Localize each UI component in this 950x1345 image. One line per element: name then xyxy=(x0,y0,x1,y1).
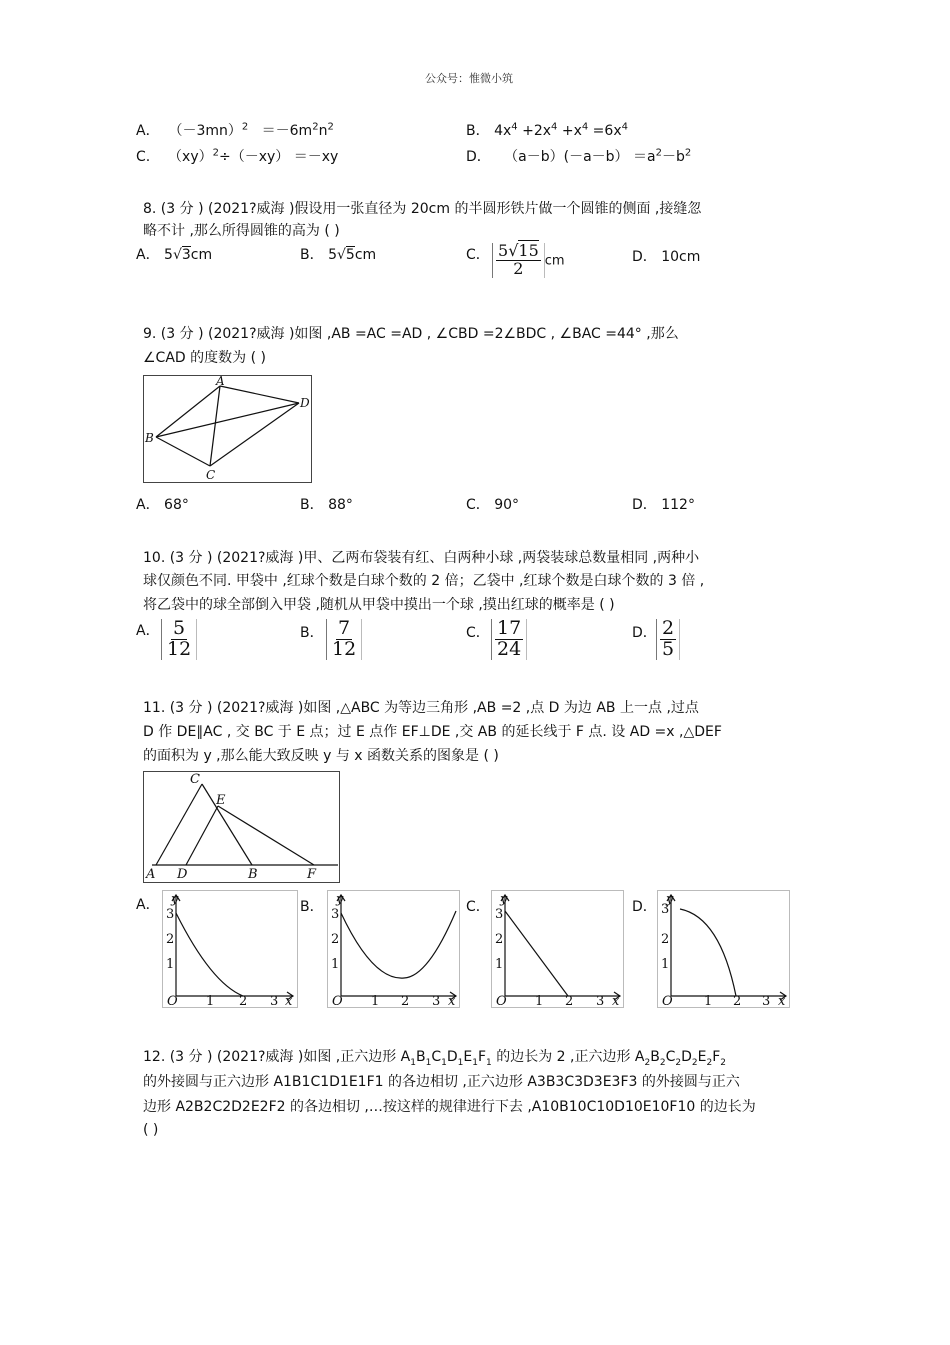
svg-text:3: 3 xyxy=(596,994,605,1007)
svg-text:3: 3 xyxy=(270,994,279,1007)
svg-text:O: O xyxy=(496,994,507,1007)
q12-stem-line2: 的外接圆与正六边形 A1B1C1D1E1F1 的各边相切 ,正六边形 A3B3C3D3E3F3 的外接圆与正六 xyxy=(143,1074,740,1090)
q10-option-b-label: B． xyxy=(300,625,324,641)
q11-graph-b xyxy=(327,890,460,1008)
q10-option-c-label: C． xyxy=(466,625,490,641)
svg-text:2: 2 xyxy=(733,994,742,1007)
q10-option-b-fraction: $\frac{7}{12}$ xyxy=(326,619,362,660)
q10-option-d-fraction: $\frac{2}{5}$ xyxy=(656,619,680,660)
q11-option-a-label: A． xyxy=(136,897,160,913)
q11-graph-d xyxy=(657,890,790,1008)
svg-text:1: 1 xyxy=(371,994,380,1007)
label-A: A xyxy=(216,376,225,388)
svg-text:3: 3 xyxy=(166,907,175,922)
q11-option-d-label: D． xyxy=(632,899,657,915)
q10-stem-line2: 球仅颜色不同. 甲袋中 ,红球个数是白球个数的 2 倍；乙袋中 ,红球个数是白球个数的 3 倍 , xyxy=(143,573,705,589)
svg-text:x: x xyxy=(448,994,456,1007)
svg-text:O: O xyxy=(662,994,673,1007)
svg-text:O: O xyxy=(167,994,178,1007)
svg-text:1: 1 xyxy=(661,957,670,972)
svg-text:3: 3 xyxy=(495,907,504,922)
svg-text:2: 2 xyxy=(661,932,670,947)
page-header: 公众号：惟微小筑 xyxy=(425,72,513,85)
q12-stem-line1: 12. (3 分 ) (2021?威海 )如图 ,正六边形 $A_1B_1C_1D_1E_1F_1$ 的边长为 2 ,正六边形 $A_2B_2C_2D_2E_2F_2$ xyxy=(143,1049,727,1068)
q8-option-c-fraction: $\frac{5√15}{2}$ cm xyxy=(492,243,565,278)
label-C: C xyxy=(206,468,216,482)
svg-text:1: 1 xyxy=(331,957,340,972)
svg-text:x: x xyxy=(612,994,620,1007)
q10-stem-line3: 将乙袋中的球全部倒入甲袋 ,随机从甲袋中摸出一个球 ,摸出红球的概率是 ( ) xyxy=(143,597,615,613)
q11-graph-c xyxy=(491,890,624,1008)
svg-text:1: 1 xyxy=(495,957,504,972)
q10-option-c-fraction: $\frac{17}{24}$ xyxy=(491,619,527,660)
q12-stem-line3: 边形 A2B2C2D2E2F2 的各边相切 ,…按这样的规律进行下去 ,A10B10C10D10E10F10 的边长为 xyxy=(143,1099,756,1115)
label-B: B xyxy=(145,431,154,445)
q8-stem-line2: 略不计 ,那么所得圆锥的高为 ( ) xyxy=(143,223,340,239)
svg-text:3: 3 xyxy=(331,907,340,922)
svg-text:2: 2 xyxy=(166,932,175,947)
label-D: D xyxy=(177,867,188,882)
q8-option-b: B． 5√5cm xyxy=(300,247,377,263)
q9-figure xyxy=(143,375,312,483)
sqrt-icon: √ xyxy=(172,247,182,263)
svg-text:2: 2 xyxy=(331,932,340,947)
q7-option-d: D． $(a-b)(-a-b) =a^2-b^2$ xyxy=(466,147,692,165)
q11-stem-line3: 的面积为 y ,那么能大致反映 y 与 x 函数关系的图象是 ( ) xyxy=(143,748,499,764)
svg-text:1: 1 xyxy=(704,994,713,1007)
q9-option-a: A． 68° xyxy=(136,497,189,513)
svg-text:3: 3 xyxy=(432,994,441,1007)
q8-option-a: A． 5√3cm xyxy=(136,247,213,263)
label-B: B xyxy=(248,867,258,882)
svg-text:2: 2 xyxy=(565,994,574,1007)
q10-option-d-label: D． xyxy=(632,625,657,641)
svg-text:O: O xyxy=(332,994,343,1007)
q9-option-d: D． 112° xyxy=(632,497,695,513)
q8-stem-line1: 8. (3 分 ) (2021?威海 )假设用一张直径为 20cm 的半圆形铁片做一个圆锥的侧面 ,接缝忽 xyxy=(143,201,702,217)
q10-option-a-label: A． xyxy=(136,623,160,639)
svg-text:y: y xyxy=(666,892,674,907)
svg-text:2: 2 xyxy=(401,994,410,1007)
q10-stem-line1: 10. (3 分 ) (2021?威海 )甲、乙两布袋装有红、白两种小球 ,两袋装球总数量相同 ,两种小 xyxy=(143,550,700,566)
q9-stem-line2: ∠CAD 的度数为 ( ) xyxy=(143,350,266,366)
q8-option-c: C． xyxy=(466,247,490,263)
q9-option-b: B． 88° xyxy=(300,497,353,513)
q11-graph-a xyxy=(162,890,298,1008)
svg-text:1: 1 xyxy=(535,994,544,1007)
label-F: F xyxy=(307,867,317,882)
label-E: E xyxy=(216,793,226,808)
svg-text:1: 1 xyxy=(206,994,215,1007)
q8-option-d: D． 10cm xyxy=(632,249,701,265)
svg-text:x: x xyxy=(285,994,293,1007)
svg-text:3: 3 xyxy=(661,902,670,917)
svg-text:2: 2 xyxy=(495,932,504,947)
q11-stem-line1: 11. (3 分 ) (2021?威海 )如图 ,△ABC 为等边三角形 ,AB =2 ,点 D 为边 AB 上一点 ,过点 xyxy=(143,700,699,716)
label-D: D xyxy=(300,396,310,410)
label-A: A xyxy=(146,867,156,882)
q11-option-b-label: B． xyxy=(300,899,324,915)
label-C: C xyxy=(190,772,200,787)
svg-text:2: 2 xyxy=(239,994,248,1007)
sqrt-icon: √ xyxy=(336,247,346,263)
svg-text:3: 3 xyxy=(762,994,771,1007)
svg-text:x: x xyxy=(778,994,786,1007)
q11-stem-line2: D 作 DE∥AC , 交 BC 于 E 点；过 E 点作 EF⊥DE ,交 AB 的延长线于 F 点. 设 AD =x ,△DEF xyxy=(143,724,722,740)
q11-option-c-label: C． xyxy=(466,899,490,915)
q7-option-a: A． $(-3mn)^2$ $=-6m^2n^2$ xyxy=(136,121,334,139)
svg-text:1: 1 xyxy=(166,957,175,972)
q9-option-c: C． 90° xyxy=(466,497,520,513)
svg-text:y: y xyxy=(500,892,508,907)
q12-stem-line4: ( ) xyxy=(143,1122,159,1138)
q7-option-c: C. （xy）$^2$÷（－xy） ＝－xy xyxy=(136,147,339,165)
q7-option-b: B． $4x^4 +2x^4 +x^4 =6x^4$ xyxy=(466,121,628,139)
q10-option-a-fraction: $\frac{5}{12}$ xyxy=(161,619,197,660)
svg-text:y: y xyxy=(336,892,344,907)
svg-text:y: y xyxy=(171,892,179,907)
q9-stem-line1: 9. (3 分 ) (2021?威海 )如图 ,AB =AC =AD , ∠CBD =2∠BDC , ∠BAC =44° ,那么 xyxy=(143,326,679,342)
q11-figure xyxy=(143,771,340,883)
